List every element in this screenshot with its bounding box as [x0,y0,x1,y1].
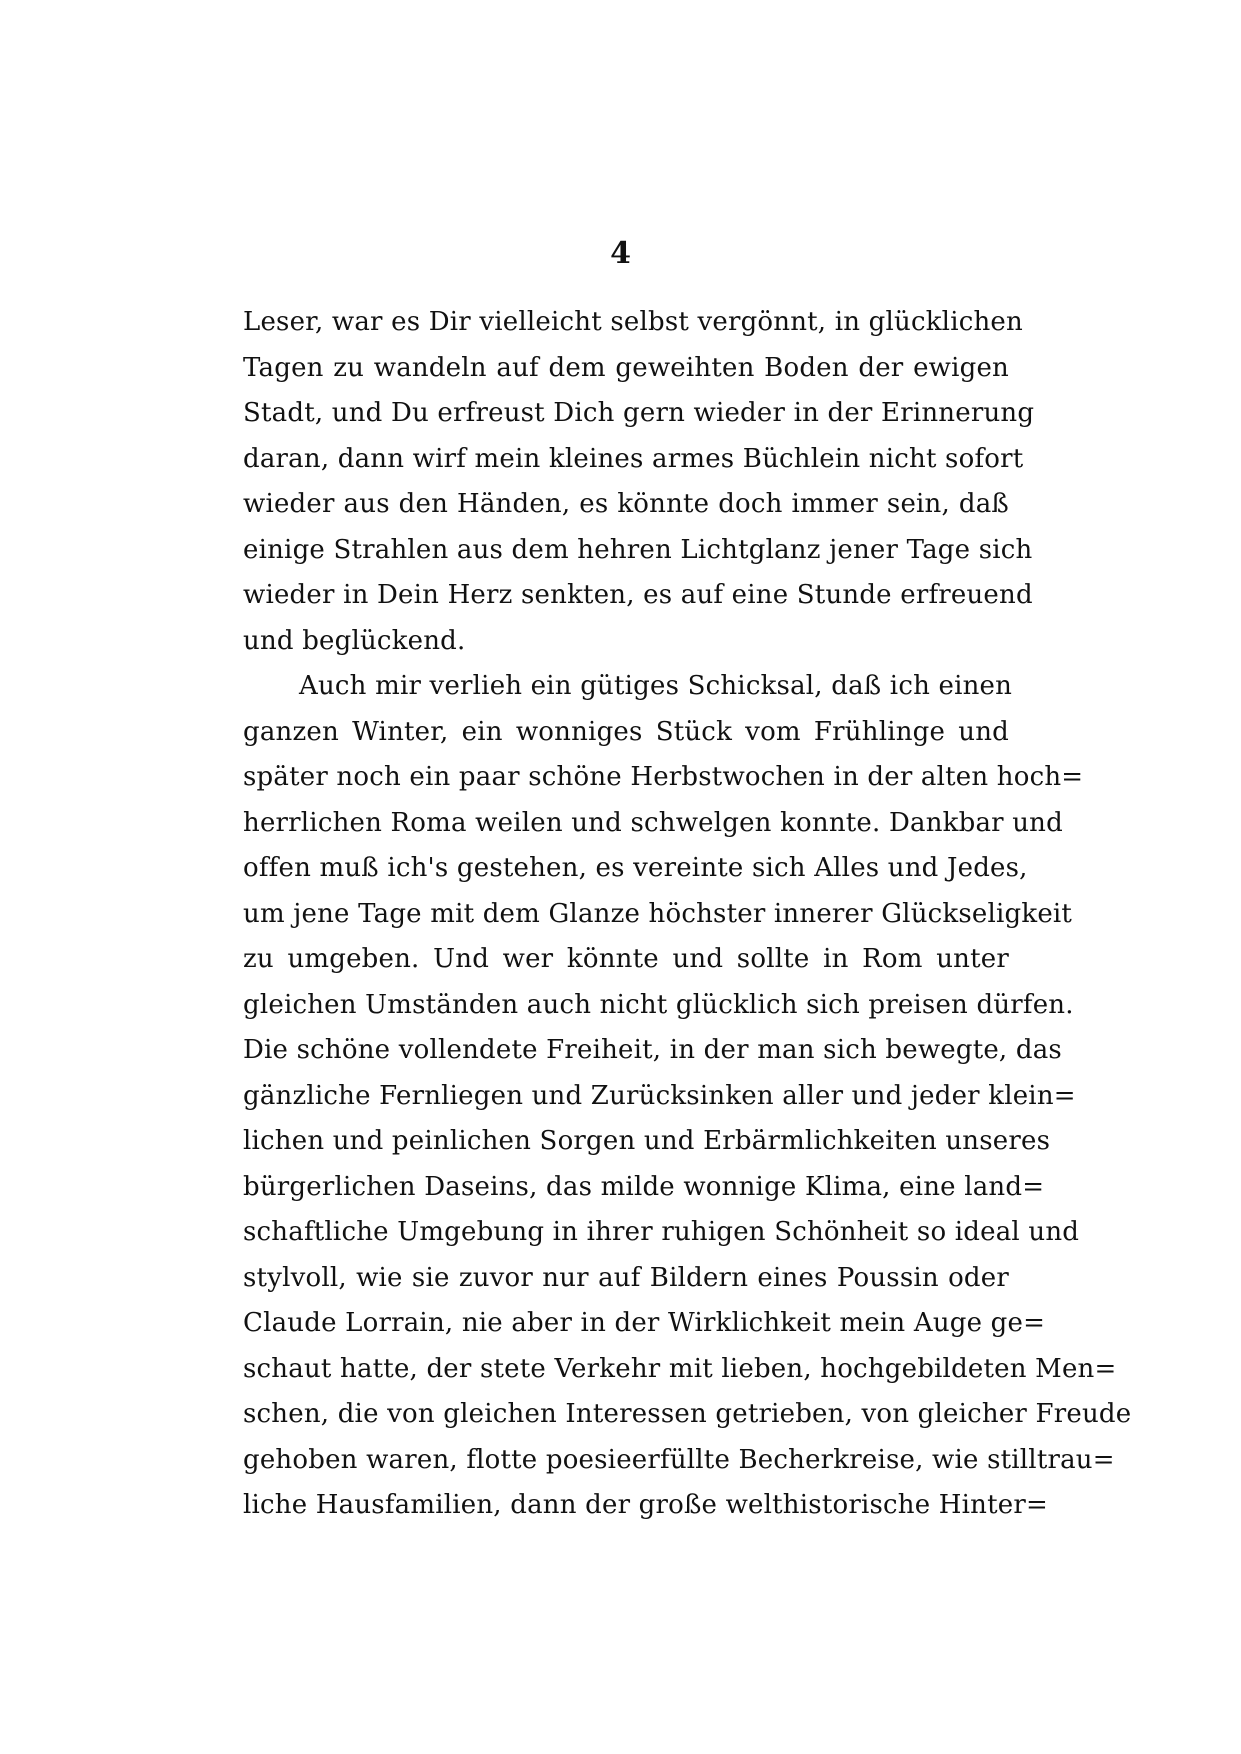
text-line: schaut hatte, der stete Verkehr mit lieben, hochgebildeten Men= [243,1353,1117,1384]
text-line: Auch mir verlieh ein gütiges Schicksal, daß ich einen [299,671,1013,701]
text-line: wieder aus den Händen, es könnte doch immer sein, daß [243,489,1009,519]
text-line: Leser, war es Dir vielleicht selbst vergönnt, in glücklichen [243,307,1023,337]
text-line: Die schöne vollendete Freiheit, in der man sich bewegte, das [243,1035,1062,1065]
text-line: bürgerlichen Daseins, das milde wonnige Klima, eine land= [243,1171,1045,1202]
text-line: später noch ein paar schöne Herbstwochen in der alten hoch= [243,762,1084,792]
text-line: stylvoll, wie sie zuvor nur auf Bildern eines Poussin oder [243,1262,1009,1293]
text-line: zu umgeben. Und wer könnte und sollte in Rom unter [243,944,1009,974]
body-text [243,300,1132,1529]
text-line: schaftliche Umgebung in ihrer ruhigen Schönheit so ideal und [243,1217,1080,1247]
text-line: Tagen zu wandeln auf dem geweihten Boden der ewigen [243,352,1009,383]
text-line: daran, dann wirf mein kleines armes Büchlein nicht sofort [243,443,1024,474]
text-line: wieder in Dein Herz senkten, es auf eine Stunde erfreuend [243,580,1033,610]
text-line: offen muß ich's gestehen, es vereinte sich Alles und Jedes, [243,853,1028,883]
text-line: ganzen Winter, ein wonniges Stück vom Frühlinge und [243,716,1009,747]
text-line: und beglückend. [243,625,466,656]
text-line: einige Strahlen aus dem hehren Lichtglanz jener Tage sich [243,534,1033,565]
text-line: liche Hausfamilien, dann der große welthistorische Hinter= [243,1490,1048,1520]
text-line: lichen und peinlichen Sorgen und Erbärmlichkeiten unseres [243,1126,1051,1156]
text-line: schen, die von gleichen Interessen getrieben, von gleicher Freude [243,1399,1132,1429]
text-line: gehoben waren, flotte poesieerfüllte Becherkreise, wie stilltrau= [243,1444,1115,1475]
text-line: herrlichen Roma weilen und schwelgen konnte. Dankbar und [243,807,1063,838]
text-line: um jene Tage mit dem Glanze höchster innerer Glückseligkeit [243,898,1073,929]
text-line: gleichen Umständen auch nicht glücklich sich preisen dürfen. [243,989,1074,1020]
text-line: Stadt, und Du erfreust Dich gern wieder in der Erinnerung [243,398,1035,428]
page-number: 4 [610,236,631,271]
text-line: Claude Lorrain, nie aber in der Wirklichkeit mein Auge ge= [243,1308,1046,1338]
text-line: gänzliche Fernliegen und Zurücksinken aller und jeder klein= [243,1080,1076,1111]
